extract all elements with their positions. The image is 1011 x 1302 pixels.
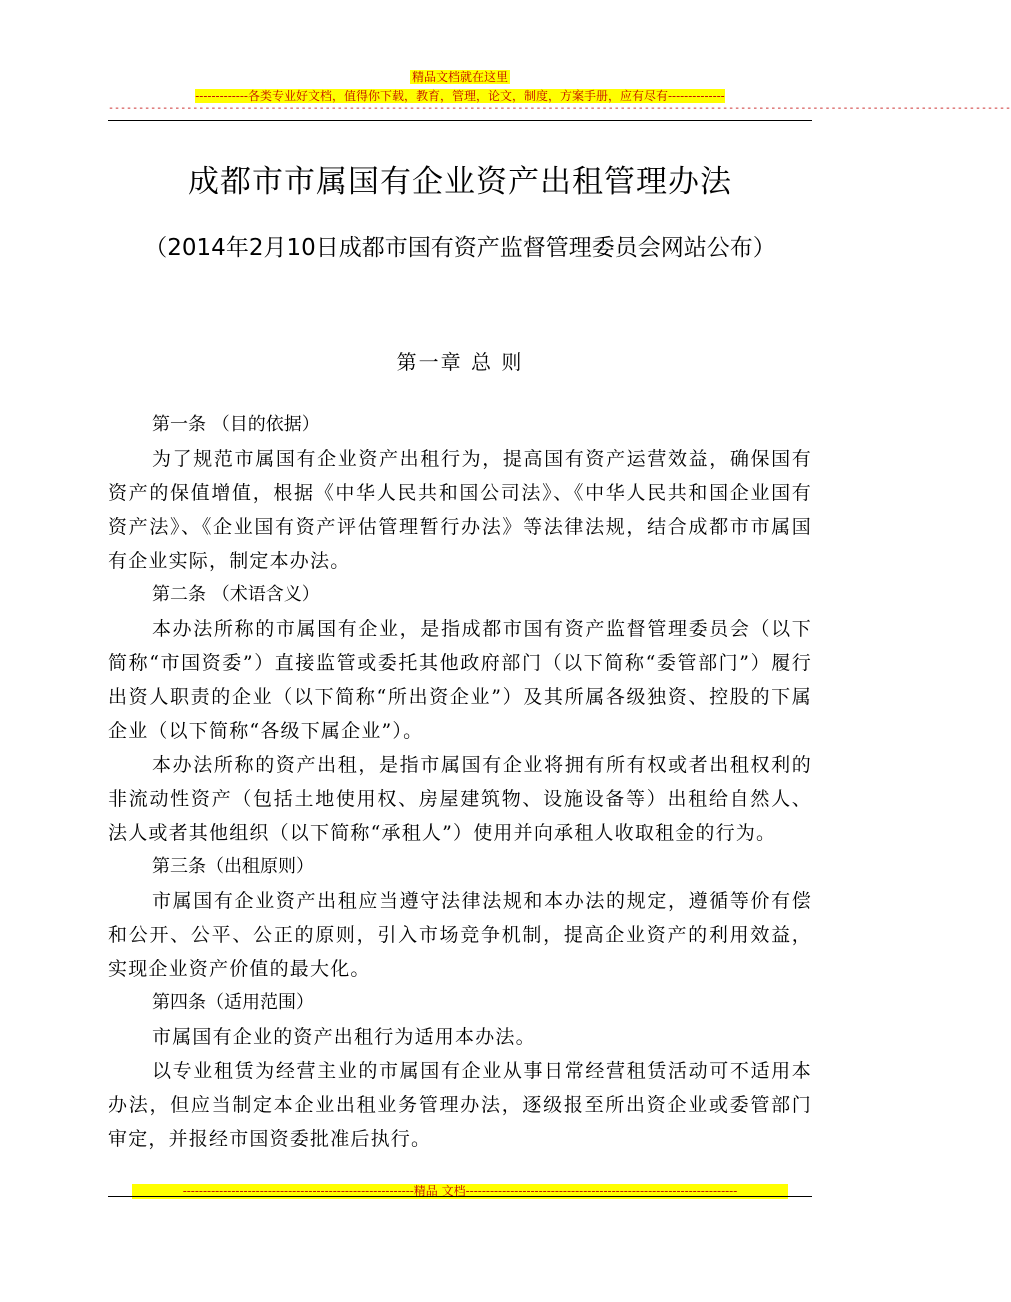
article-paragraph: 以专业租赁为经营主业的市属国有企业从事日常经营租赁活动可不适用本办法，但应当制定本企业出租业务管理办法，逐级报至所出资企业或委管部门审定，并报经市国资委批准后执行。 <box>108 1060 812 1150</box>
header-rule <box>108 120 812 121</box>
article-paragraph: 本办法所称的资产出租，是指市属国有企业将拥有所有权或者出租权利的非流动性资产（包括土地使用权、房屋建筑物、设施设备等）出租给自然人、法人或者其他组织（以下简称“承租人”）使用并向承租人收取租金的行为。 <box>108 754 812 844</box>
article-heading: 第三条（出租原则） <box>152 856 314 877</box>
article-paragraph: 市属国有企业的资产出租行为适用本办法。 <box>152 1026 536 1048</box>
header-banner-title <box>0 66 920 85</box>
article-heading: 第一条 （目的依据） <box>152 414 320 435</box>
header-banner-slogan-text: -------------各类专业好文档，值得你下载，教育，管理，论文，制度，方案手册，应有尽有-------------- <box>195 89 725 103</box>
article-heading: 第四条（适用范围） <box>152 992 314 1013</box>
article-paragraph: 市属国有企业资产出租应当遵守法律法规和本办法的规定，遵循等价有偿和公开、公平、公正的原则，引入市场竞争机制，提高企业资产的利用效益，实现企业资产价值的最大化。 <box>108 890 812 980</box>
footer-banner-text: ---------------------------------------------------------精品 文档------------------------------------------------------------------- <box>132 1184 788 1199</box>
article-paragraph: 本办法所称的市属国有企业，是指成都市国有资产监督管理委员会（以下简称“市国资委”）直接监管或委托其他政府部门（以下简称“委管部门”）履行出资人职责的企业（以下简称“所出资企业”）及其所属各级独资、控股的下属企业（以下简称“各级下属企业”）。 <box>108 618 812 742</box>
chapter-heading: 第一章 总 则 <box>396 350 524 374</box>
article-heading: 第二条 （术语含义） <box>152 584 320 605</box>
header-dashed-line: ------------------------------------------------------------------------------------------------------------------------------------------------------ <box>108 103 1011 114</box>
article-paragraph: 为了规范市属国有企业资产出租行为，提高国有资产运营效益，确保国有资产的保值增值，根据《中华人民共和国公司法》、《中华人民共和国企业国有资产法》、《企业国有资产评估管理暂行办法》等法律法规，结合成都市市属国有企业实际，制定本办法。 <box>108 448 812 572</box>
header-banner-title-text: 精品文档就在这里 <box>411 70 508 84</box>
header-banner-slogan <box>0 85 920 104</box>
footer-rule <box>108 1196 812 1197</box>
document-subtitle: （2014年2月10日成都市国有资产监督管理委员会网站公布） <box>144 235 776 261</box>
document-body <box>108 408 812 1156</box>
document-title: 成都市市属国有企业资产出租管理办法 <box>188 164 732 200</box>
